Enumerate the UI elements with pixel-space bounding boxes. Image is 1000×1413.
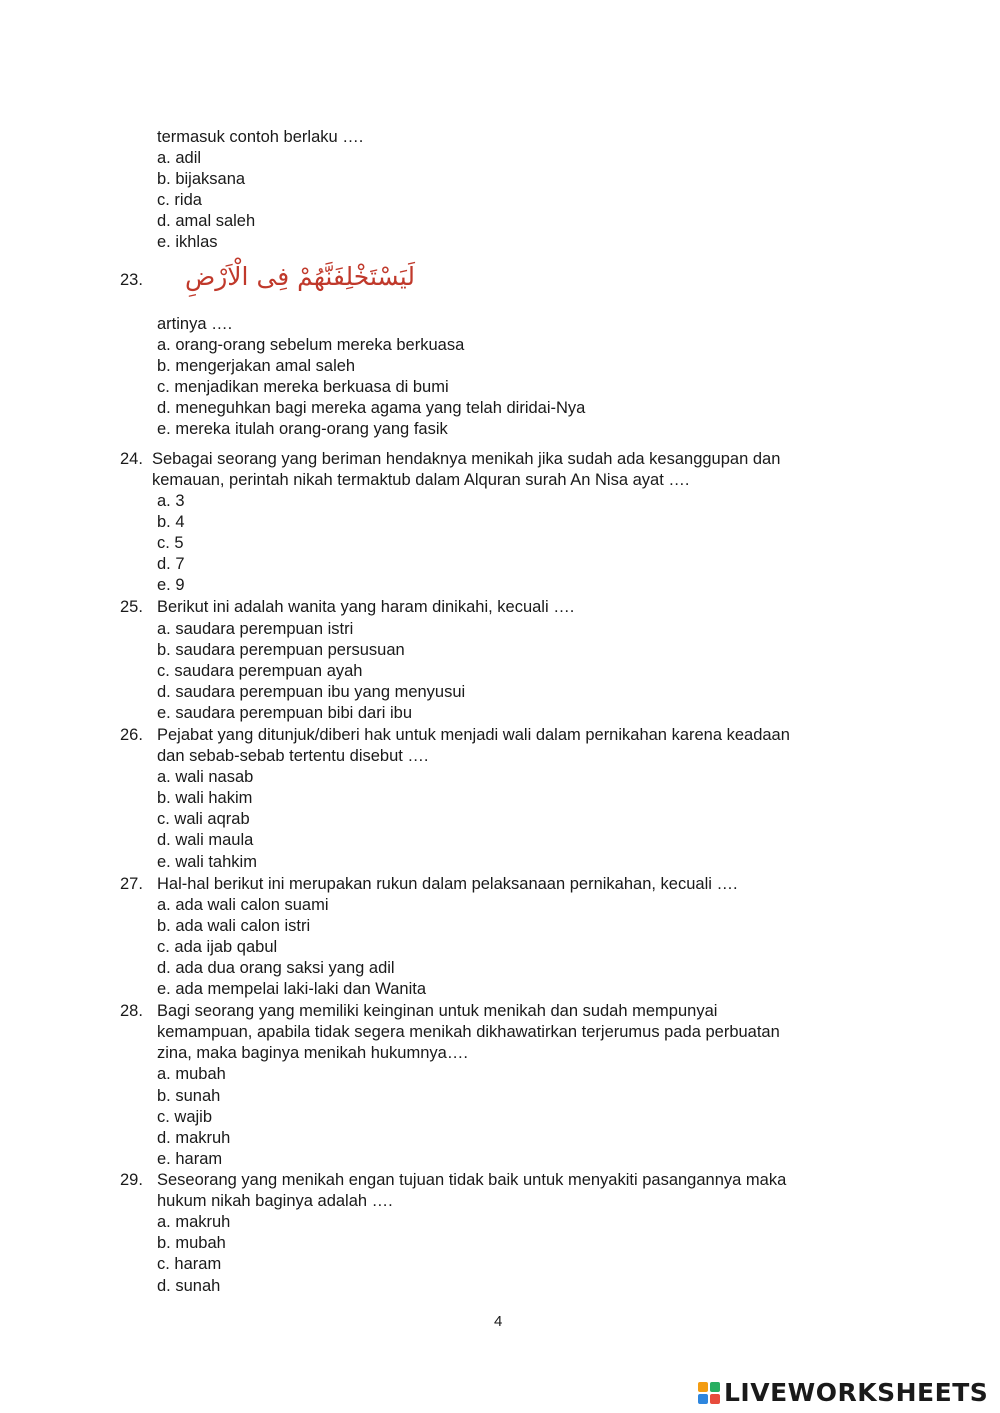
question-stem: kemampuan, apabila tidak segera menikah dikhawatirkan terjerumus pada perbuatan [157,1023,780,1041]
option-d: d. 7 [157,555,185,573]
brand-text: LIVEWORKSHEETS [724,1378,989,1407]
option-d: d. meneguhkan bagi mereka agama yang telah diridai-Nya [157,399,586,417]
option-a: a. adil [157,149,202,167]
option-b: b. ada wali calon istri [157,917,311,935]
option-a: a. wali nasab [157,768,254,786]
liveworksheets-logo-icon [698,1382,720,1404]
option-b: b. bijaksana [157,170,246,188]
option-b: b. mengerjakan amal saleh [157,357,356,375]
question-number: 26. [120,726,143,744]
option-b: b. saudara perempuan persusuan [157,641,405,659]
liveworksheets-brand [698,1378,988,1407]
question-stem: Berikut ini adalah wanita yang haram dinikahi, kecuali …. [157,598,575,616]
option-e: e. haram [157,1150,223,1168]
question-stem: Bagi seorang yang memiliki keinginan untuk menikah dan sudah mempunyai [157,1002,718,1020]
question-number: 24. [120,450,143,468]
option-b: b. sunah [157,1087,221,1105]
option-e: e. wali tahkim [157,853,257,871]
option-e: e. ada mempelai laki-laki dan Wanita [157,980,427,998]
option-c: c. saudara perempuan ayah [157,662,363,680]
option-e: e. ikhlas [157,233,218,251]
option-a: a. makruh [157,1213,231,1231]
option-a: a. 3 [157,492,185,510]
question-number: 27. [120,875,143,893]
option-a: a. mubah [157,1065,226,1083]
question-stem: Seseorang yang menikah engan tujuan tidak baik untuk menyakiti pasangannya maka [157,1171,787,1189]
question-number: 23. [120,271,143,289]
option-c: c. haram [157,1255,222,1273]
question-stem: Pejabat yang ditunjuk/diberi hak untuk menjadi wali dalam pernikahan karena keadaan [157,726,790,744]
question-number: 29. [120,1171,143,1189]
question-number: 28. [120,1002,143,1020]
option-c: c. 5 [157,534,184,552]
question-stem: Sebagai seorang yang beriman hendaknya menikah jika sudah ada kesanggupan dan [152,450,781,468]
option-d: d. wali maula [157,831,254,849]
option-d: d. amal saleh [157,212,256,230]
page-number: 4 [494,1313,503,1330]
option-e: e. 9 [157,576,185,594]
option-c: c. menjadikan mereka berkuasa di bumi [157,378,449,396]
question-stem: Hal-hal berikut ini merupakan rukun dalam pelaksanaan pernikahan, kecuali …. [157,875,738,893]
option-a: a. saudara perempuan istri [157,620,354,638]
option-c: c. rida [157,191,202,209]
option-b: b. wali hakim [157,789,253,807]
option-e: e. mereka itulah orang-orang yang fasik [157,420,448,438]
question-number: 25. [120,598,143,616]
option-a: a. ada wali calon suami [157,896,329,914]
question-stem: kemauan, perintah nikah termaktub dalam Alquran surah An Nisa ayat …. [152,471,690,489]
option-b: b. 4 [157,513,185,531]
option-b: b. mubah [157,1234,226,1252]
question-stem: artinya …. [157,315,233,333]
question-stem: hukum nikah baginya adalah …. [157,1192,393,1210]
option-c: c. ada ijab qabul [157,938,278,956]
option-d: d. ada dua orang saksi yang adil [157,959,395,977]
question-stem: termasuk contoh berlaku …. [157,128,364,146]
option-d: d. makruh [157,1129,231,1147]
arabic-verse: لَيَسْتَخْلِفَنَّهُمْ فِى الْاَرْضِ [185,262,415,291]
option-d: d. saudara perempuan ibu yang menyusui [157,683,466,701]
question-stem: zina, maka baginya menikah hukumnya…. [157,1044,468,1062]
option-c: c. wali aqrab [157,810,250,828]
option-e: e. saudara perempuan bibi dari ibu [157,704,413,722]
option-a: a. orang-orang sebelum mereka berkuasa [157,336,465,354]
option-c: c. wajib [157,1108,213,1126]
option-d: d. sunah [157,1277,221,1295]
question-stem: dan sebab-sebab tertentu disebut …. [157,747,429,765]
